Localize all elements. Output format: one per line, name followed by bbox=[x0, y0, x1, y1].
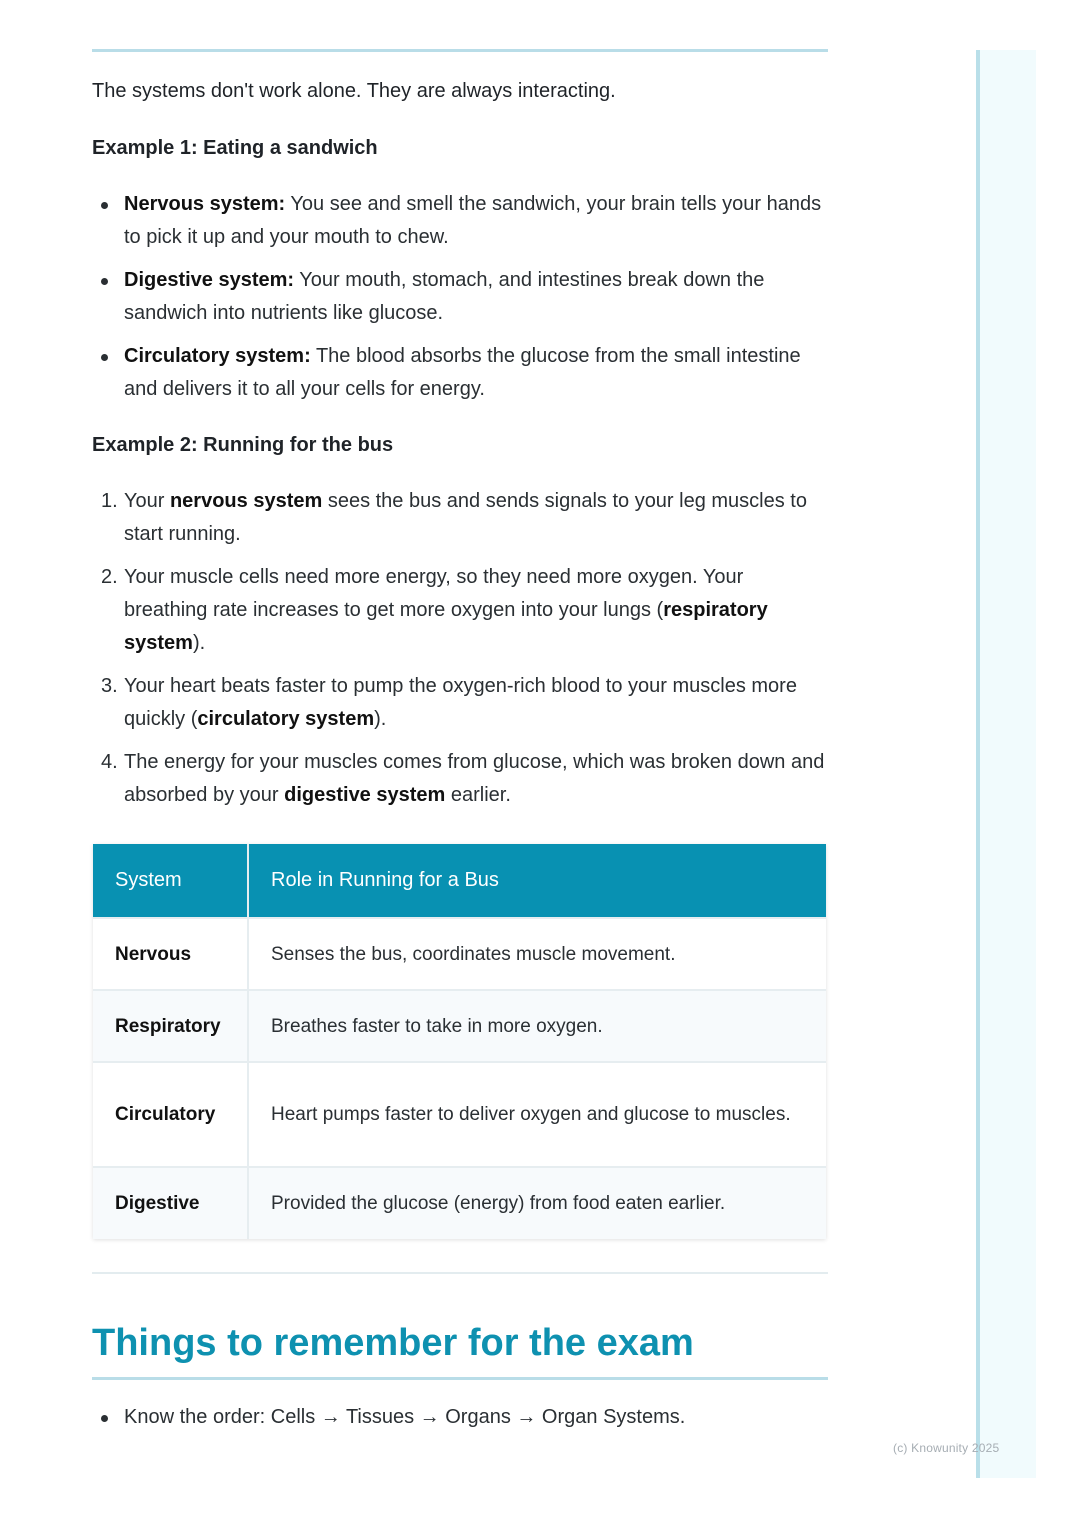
table-cell-system: Circulatory bbox=[93, 1062, 248, 1167]
item-number: 1. bbox=[101, 490, 118, 512]
item-number: 2. bbox=[101, 566, 118, 588]
table-row bbox=[93, 990, 826, 1062]
table-cell-role: Heart pumps faster to deliver oxygen and glucose to muscles. bbox=[248, 1062, 826, 1167]
table-header-row bbox=[93, 844, 826, 918]
item-text: Your heart beats faster to pump the oxygen-rich blood to your muscles more quickly ( bbox=[124, 675, 797, 730]
example-1-heading: Example 1: Eating a sandwich bbox=[92, 137, 378, 159]
list-item bbox=[92, 561, 828, 660]
list-item bbox=[92, 670, 828, 736]
exam-list bbox=[92, 1401, 828, 1444]
item-text: Your bbox=[124, 490, 170, 512]
bullet-icon bbox=[101, 202, 108, 209]
table-cell-system: Nervous bbox=[93, 918, 248, 990]
item-text: The energy for your muscles comes from glucose, which was broken down and absorbed by your bbox=[124, 751, 825, 806]
table-row bbox=[93, 1167, 826, 1239]
column-header-role: Role in Running for a Bus bbox=[248, 844, 826, 918]
item-term: circulatory system bbox=[197, 708, 375, 730]
example-2-list bbox=[92, 485, 828, 822]
table-cell-role: Provided the glucose (energy) from food eaten earlier. bbox=[248, 1167, 826, 1239]
copyright-text: (c) Knowunity 2025 bbox=[893, 1441, 1000, 1455]
section-divider bbox=[92, 1272, 828, 1274]
item-text: The blood absorbs the glucose from the small intestine and delivers it to all your cells for energy. bbox=[124, 345, 801, 400]
section-title: Things to remember for the exam bbox=[92, 1322, 694, 1364]
item-text: sees the bus and sends signals to your leg muscles to start running. bbox=[124, 490, 807, 545]
item-term: respiratory system bbox=[124, 599, 768, 654]
table-cell-role: Senses the bus, coordinates muscle movement. bbox=[248, 918, 826, 990]
top-divider bbox=[92, 49, 828, 52]
bullet-icon bbox=[101, 354, 108, 361]
item-text: Your mouth, stomach, and intestines break down the sandwich into nutrients like glucose. bbox=[124, 269, 765, 324]
item-term: Digestive system: bbox=[124, 269, 295, 291]
bullet-icon bbox=[101, 278, 108, 285]
list-item bbox=[92, 485, 828, 551]
bullet-icon bbox=[101, 1415, 108, 1422]
item-text: ). bbox=[374, 708, 387, 730]
table-row bbox=[93, 918, 826, 990]
item-text: Your muscle cells need more energy, so they need more oxygen. Your breathing rate increases to get more oxygen into your lungs ( bbox=[124, 566, 744, 621]
item-term: nervous system bbox=[169, 490, 323, 512]
item-text: You see and smell the sandwich, your brain tells your hands to pick it up and your mouth to chew. bbox=[124, 193, 822, 248]
item-term: Circulatory system: bbox=[124, 345, 311, 367]
item-number: 3. bbox=[101, 675, 118, 697]
example-1-list bbox=[92, 188, 828, 416]
list-item bbox=[92, 746, 828, 812]
intro-paragraph: The systems don't work alone. They are always interacting. bbox=[92, 80, 616, 102]
list-item bbox=[92, 1401, 828, 1434]
side-margin-panel bbox=[976, 50, 1036, 1478]
item-text: Know the order: Cells → Tissues → Organs → Organ Systems. bbox=[124, 1406, 686, 1428]
table-row bbox=[93, 1062, 826, 1167]
systems-role-table bbox=[93, 844, 826, 1239]
item-term: Nervous system: bbox=[124, 193, 286, 215]
example-2-heading: Example 2: Running for the bus bbox=[92, 434, 394, 456]
table-cell-role: Breathes faster to take in more oxygen. bbox=[248, 990, 826, 1062]
table-cell-system: Respiratory bbox=[93, 990, 248, 1062]
list-item bbox=[92, 188, 828, 254]
item-number: 4. bbox=[101, 751, 118, 773]
item-term: digestive system bbox=[284, 784, 446, 806]
item-text: ). bbox=[192, 632, 206, 654]
list-item bbox=[92, 340, 828, 406]
list-item bbox=[92, 264, 828, 330]
column-header-system: System bbox=[93, 844, 248, 918]
item-text: earlier. bbox=[445, 784, 511, 806]
section-title-underline bbox=[92, 1377, 828, 1380]
table-cell-system: Digestive bbox=[93, 1167, 248, 1239]
